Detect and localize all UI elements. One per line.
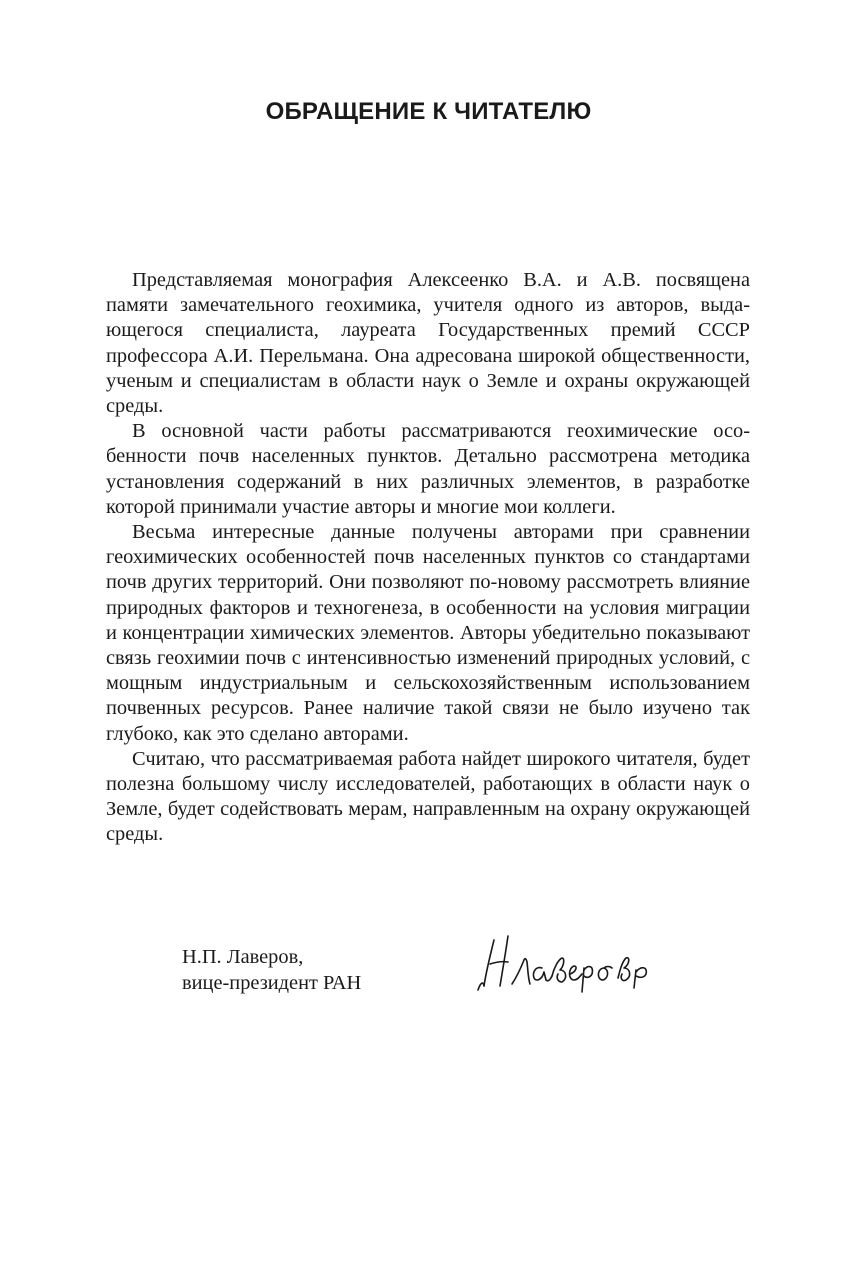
page-title: ОБРАЩЕНИЕ К ЧИТАТЕЛЮ <box>265 98 592 125</box>
paragraph: Представляемая монография Алексеенко В.А. и А.В. посвящена памяти замечательного геохимика, учителя одного из авторов, выдающегося специалиста, лауреата Государственных премий СССР профессора А.И. Перельмана. Она адресована широкой общественности, ученым и специалистам в области наук о Земле и охраны окружающей среды. <box>106 269 750 418</box>
handwritten-signature <box>470 928 665 994</box>
foreword-body <box>106 268 750 848</box>
signatory-block <box>182 944 361 996</box>
signatory-name: Н.П. Лаверов, <box>182 946 304 968</box>
signatory-position: вице-президент РАН <box>182 972 362 994</box>
paragraph: Весьма интересные данные получены авторами при сравнении геохимических особенностей почв населенных пунктов со стандартами почв других территорий. Они позволяют по-новому рассмотреть влияние природных факторов и техногенеза, в особенности на условия миграции и концентрации химических элементов. Авторы убедительно показывают связь геохимии почв с интенсивностью изменений природных условий, с мощным индустриальным и сельскохозяйственным использованием почвенных ресурсов. Ранее наличие такой связи не было изучено так глубоко, как это сделано авторами. <box>106 521 750 745</box>
paragraph: Считаю, что рассматриваемая работа найдет широкого читателя, будет полезна большому числу исследователей, работающих в области наук о Земле, будет содействовать мерам, направленным на охрану окружающей среды. <box>106 747 750 846</box>
paragraph: В основной части работы рассматриваются геохимические особенности почв населенных пунктов. Детально рассмотрена методика установления содержаний в них различных элементов, в разработке которой принимали участие авторы и многие мои коллеги. <box>106 420 750 518</box>
